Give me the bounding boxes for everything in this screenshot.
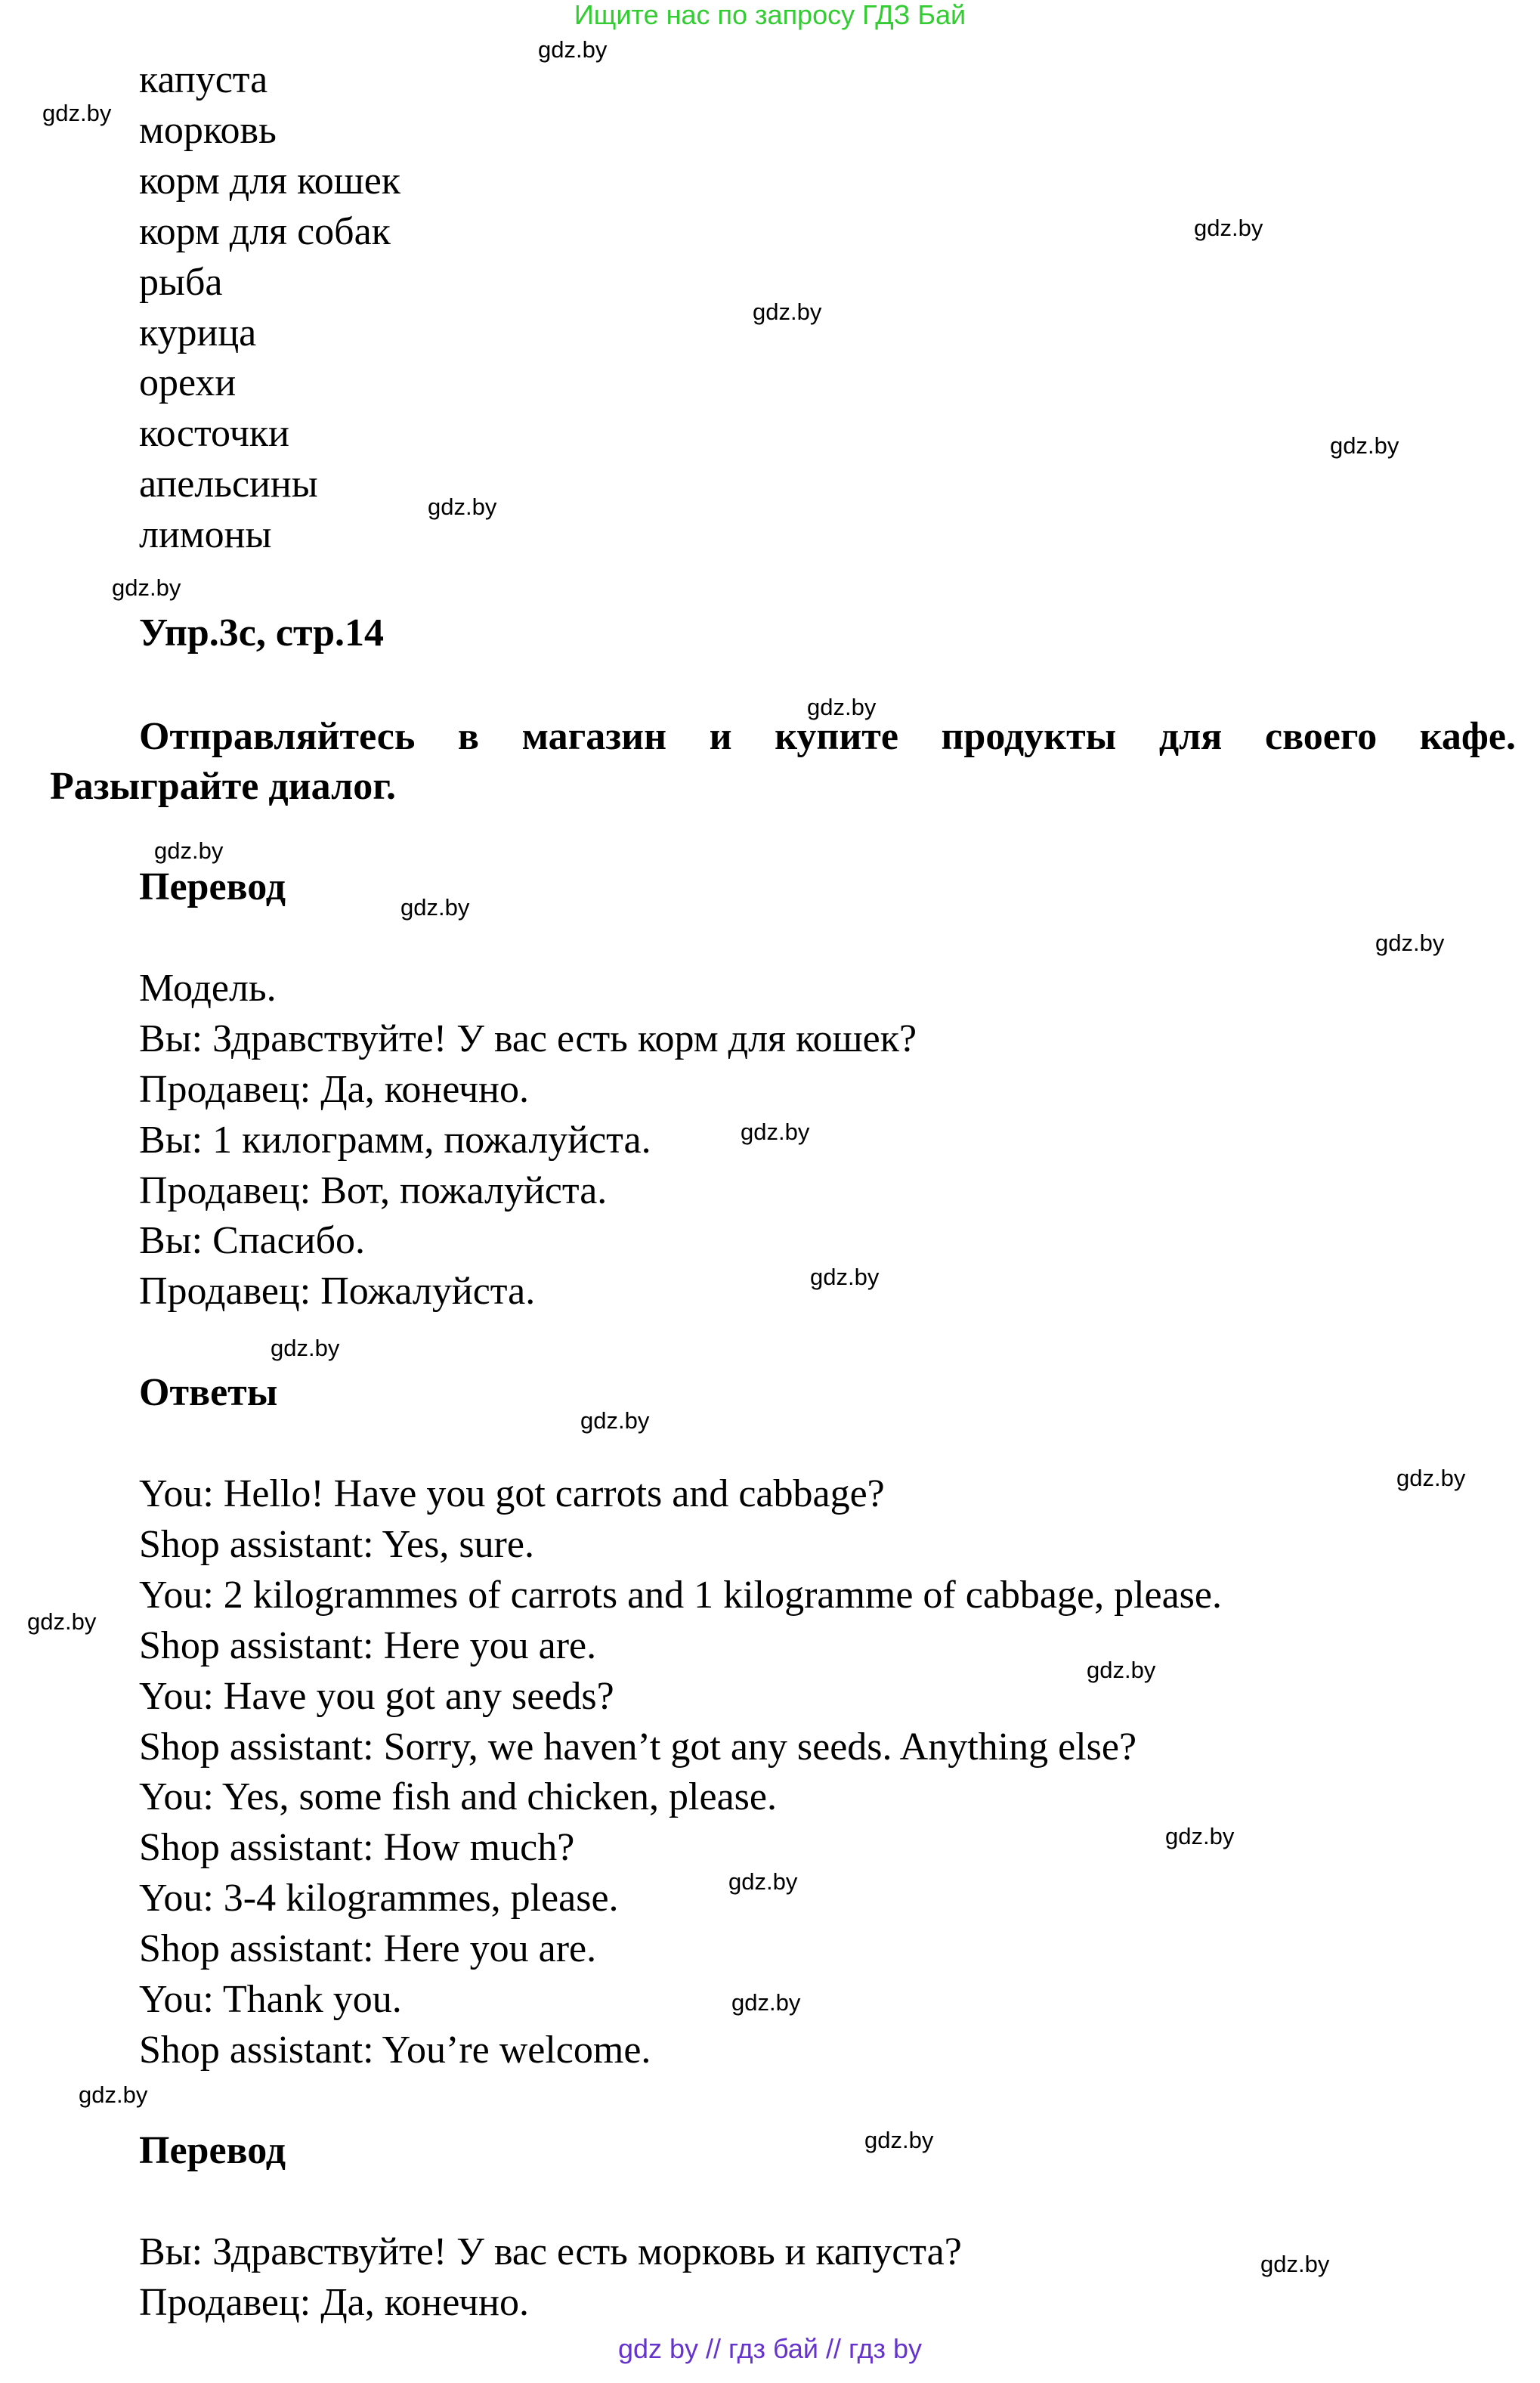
watermark: gdz.by: [400, 894, 470, 921]
dialogue-line: Вы: Здравствуйте! У вас есть морковь и капуста?: [139, 2230, 962, 2273]
watermark: gdz.by: [1260, 2251, 1330, 2277]
list-item: морковь: [139, 109, 277, 152]
watermark: gdz.by: [1165, 1823, 1235, 1849]
watermark: gdz.by: [42, 100, 112, 126]
watermark: gdz.by: [1087, 1657, 1156, 1683]
watermark: gdz.by: [731, 1989, 801, 2016]
dialogue-line: You: 2 kilogrammes of carrots and 1 kilogramme of cabbage, please.: [139, 1574, 1222, 1617]
watermark: gdz.by: [580, 1407, 650, 1434]
dialogue-line: Shop assistant: Yes, sure.: [139, 1523, 534, 1566]
dialogue-line: Продавец: Вот, пожалуйста.: [139, 1169, 608, 1212]
watermark: gdz.by: [1375, 930, 1445, 956]
dialogue-line: You: Yes, some fish and chicken, please.: [139, 1775, 777, 1818]
list-item: корм для собак: [139, 210, 391, 253]
watermark: gdz.by: [807, 694, 877, 720]
list-item: апельсины: [139, 463, 318, 506]
watermark: gdz.by: [154, 837, 224, 864]
list-item: лимоны: [139, 513, 272, 556]
watermark: gdz.by: [741, 1119, 810, 1145]
watermark: gdz.by: [1330, 432, 1399, 459]
exercise-title: Упр.3с, стр.14: [139, 611, 385, 655]
watermark: gdz.by: [864, 2127, 934, 2153]
dialogue-line: Продавец: Пожалуйста.: [139, 1270, 536, 1313]
dialogue-line: Shop assistant: You’re welcome.: [139, 2029, 651, 2072]
section-heading-translation: Перевод: [139, 865, 286, 908]
watermark: gdz.by: [112, 574, 181, 601]
watermark: gdz.by: [1396, 1465, 1466, 1491]
list-item: рыба: [139, 261, 223, 304]
watermark: gdz.by: [79, 2081, 148, 2108]
dialogue-line: You: Hello! Have you got carrots and cabbage?: [139, 1472, 885, 1515]
dialogue-line: Вы: Спасибо.: [139, 1219, 366, 1262]
task-line-2: Разыграйте диалог.: [50, 765, 397, 808]
dialogue-line: Shop assistant: Here you are.: [139, 1624, 597, 1667]
watermark: gdz.by: [538, 36, 608, 63]
dialogue-line: Shop assistant: Here you are.: [139, 1927, 597, 1970]
task-text: [50, 712, 1516, 812]
section-heading-translation: Перевод: [139, 2129, 286, 2172]
section-heading-answers: Ответы: [139, 1371, 278, 1414]
dialogue-line: You: 3-4 kilogrammes, please.: [139, 1877, 619, 1920]
dialogue-line: Вы: Здравствуйте! У вас есть корм для кошек?: [139, 1017, 917, 1060]
dialogue-line: Shop assistant: Sorry, we haven’t got any seeds. Anything else?: [139, 1725, 1137, 1769]
task-line-1: Отправляйтесь в магазин и купите продукты для своего кафе.: [139, 715, 1516, 758]
list-item: орехи: [139, 361, 237, 404]
watermark: gdz.by: [1194, 215, 1263, 241]
dialogue-line: Вы: 1 килограмм, пожалуйста.: [139, 1119, 651, 1162]
watermark: gdz.by: [753, 299, 822, 325]
list-item: курица: [139, 311, 257, 354]
watermark: gdz.by: [428, 494, 497, 520]
watermark: gdz.by: [271, 1335, 340, 1361]
dialogue-line: Продавец: Да, конечно.: [139, 2281, 529, 2324]
list-item: корм для кошек: [139, 159, 401, 203]
top-banner[interactable]: Ищите нас по запросу ГДЗ Бай: [574, 0, 966, 30]
list-item: косточки: [139, 412, 289, 455]
watermark: gdz.by: [810, 1264, 880, 1290]
dialogue-line: You: Have you got any seeds?: [139, 1675, 614, 1718]
dialogue-line: You: Thank you.: [139, 1978, 402, 2021]
dialogue-line: Shop assistant: How much?: [139, 1826, 575, 1869]
dialogue-line: Модель.: [139, 967, 277, 1010]
watermark: gdz.by: [27, 1608, 97, 1635]
watermark: gdz.by: [728, 1868, 798, 1895]
bottom-banner[interactable]: gdz by // гдз бай // гдз by: [617, 2333, 923, 2364]
list-item: капуста: [139, 58, 268, 101]
dialogue-line: Продавец: Да, конечно.: [139, 1068, 529, 1111]
